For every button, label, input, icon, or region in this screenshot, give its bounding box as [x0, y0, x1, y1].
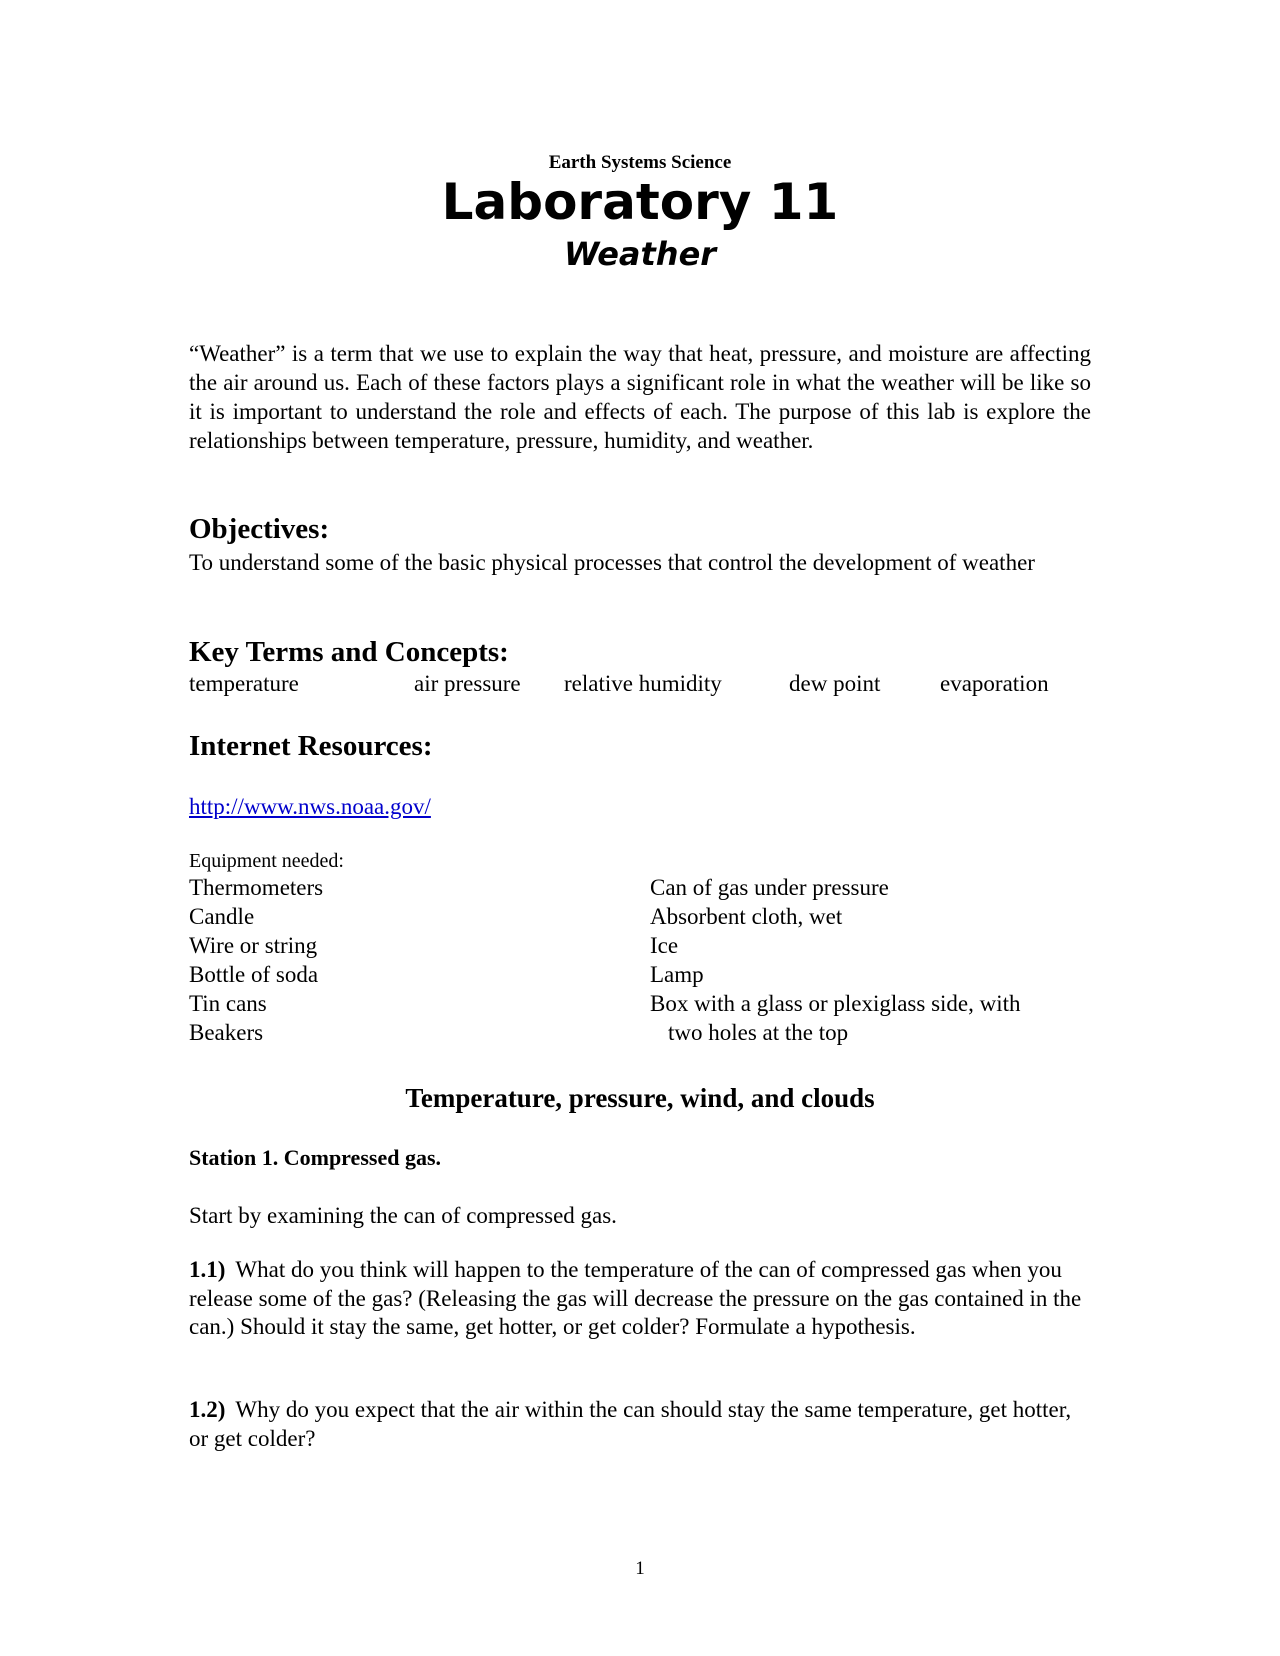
- question-number: 1.2): [189, 1397, 226, 1422]
- objectives-heading: Objectives:: [189, 513, 330, 545]
- page-subtitle: Weather: [563, 235, 717, 273]
- key-terms-heading: Key Terms and Concepts:: [189, 636, 509, 668]
- equipment-right-column: [650, 873, 1021, 1047]
- key-term: evaporation: [940, 671, 1049, 696]
- question-1-2: [189, 1396, 1091, 1453]
- equipment-item: Bottle of soda: [189, 962, 319, 987]
- equipment-item: Candle: [189, 904, 255, 929]
- page-number: 1: [635, 1558, 645, 1579]
- page-title: Laboratory 11: [441, 173, 839, 231]
- equipment-label: Equipment needed:: [189, 850, 344, 872]
- equipment-item: Wire or string: [189, 933, 318, 958]
- question-text: What do you think will happen to the temperature of the can of compressed gas when you release some of the gas? (Releasing the gas will decrease the pressure on the gas contained in the can.) Should it stay the same, get hotter, or get colder? Formulate a hypothesis.: [189, 1257, 1082, 1339]
- course-name: Earth Systems Science: [548, 152, 732, 173]
- station-intro: Start by examining the can of compressed gas.: [189, 1203, 617, 1228]
- equipment-item: Tin cans: [189, 991, 267, 1016]
- section-title: Temperature, pressure, wind, and clouds: [405, 1083, 875, 1113]
- equipment-item: Thermometers: [189, 875, 324, 900]
- question-1-1: [189, 1256, 1091, 1342]
- objectives-text: To understand some of the basic physical processes that control the development of weather: [189, 550, 1035, 575]
- question-number: 1.1): [189, 1257, 226, 1282]
- internet-heading: Internet Resources:: [189, 730, 433, 762]
- equipment-item: Absorbent cloth, wet: [650, 904, 843, 929]
- equipment-item: Lamp: [650, 962, 704, 987]
- key-term: dew point: [789, 671, 881, 696]
- key-term: air pressure: [414, 671, 521, 696]
- equipment-item: two holes at the top: [668, 1020, 849, 1045]
- question-text: Why do you expect that the air within the can should stay the same temperature, get hotter, or get colder?: [189, 1397, 1072, 1451]
- key-term: relative humidity: [564, 671, 722, 696]
- equipment-item: Ice: [650, 933, 679, 958]
- equipment-item: Beakers: [189, 1020, 264, 1045]
- equipment-left-column: [189, 873, 323, 1047]
- key-term: temperature: [189, 671, 299, 696]
- equipment-item: Box with a glass or plexiglass side, with: [650, 991, 1021, 1016]
- equipment-item: Can of gas under pressure: [650, 875, 889, 900]
- key-terms-list: [189, 670, 1091, 700]
- station-heading: Station 1. Compressed gas.: [189, 1145, 442, 1170]
- intro-paragraph: “Weather” is a term that we use to explain the way that heat, pressure, and moisture are affecting the air around us. Each of these factors plays a significant role in what the weather will be like so it is important to understand the role and effects of each. The purpose of this lab is explore the relationships between temperature, pressure, humidity, and weather.: [189, 341, 1091, 453]
- nws-link[interactable]: http://www.nws.noaa.gov/: [189, 794, 431, 819]
